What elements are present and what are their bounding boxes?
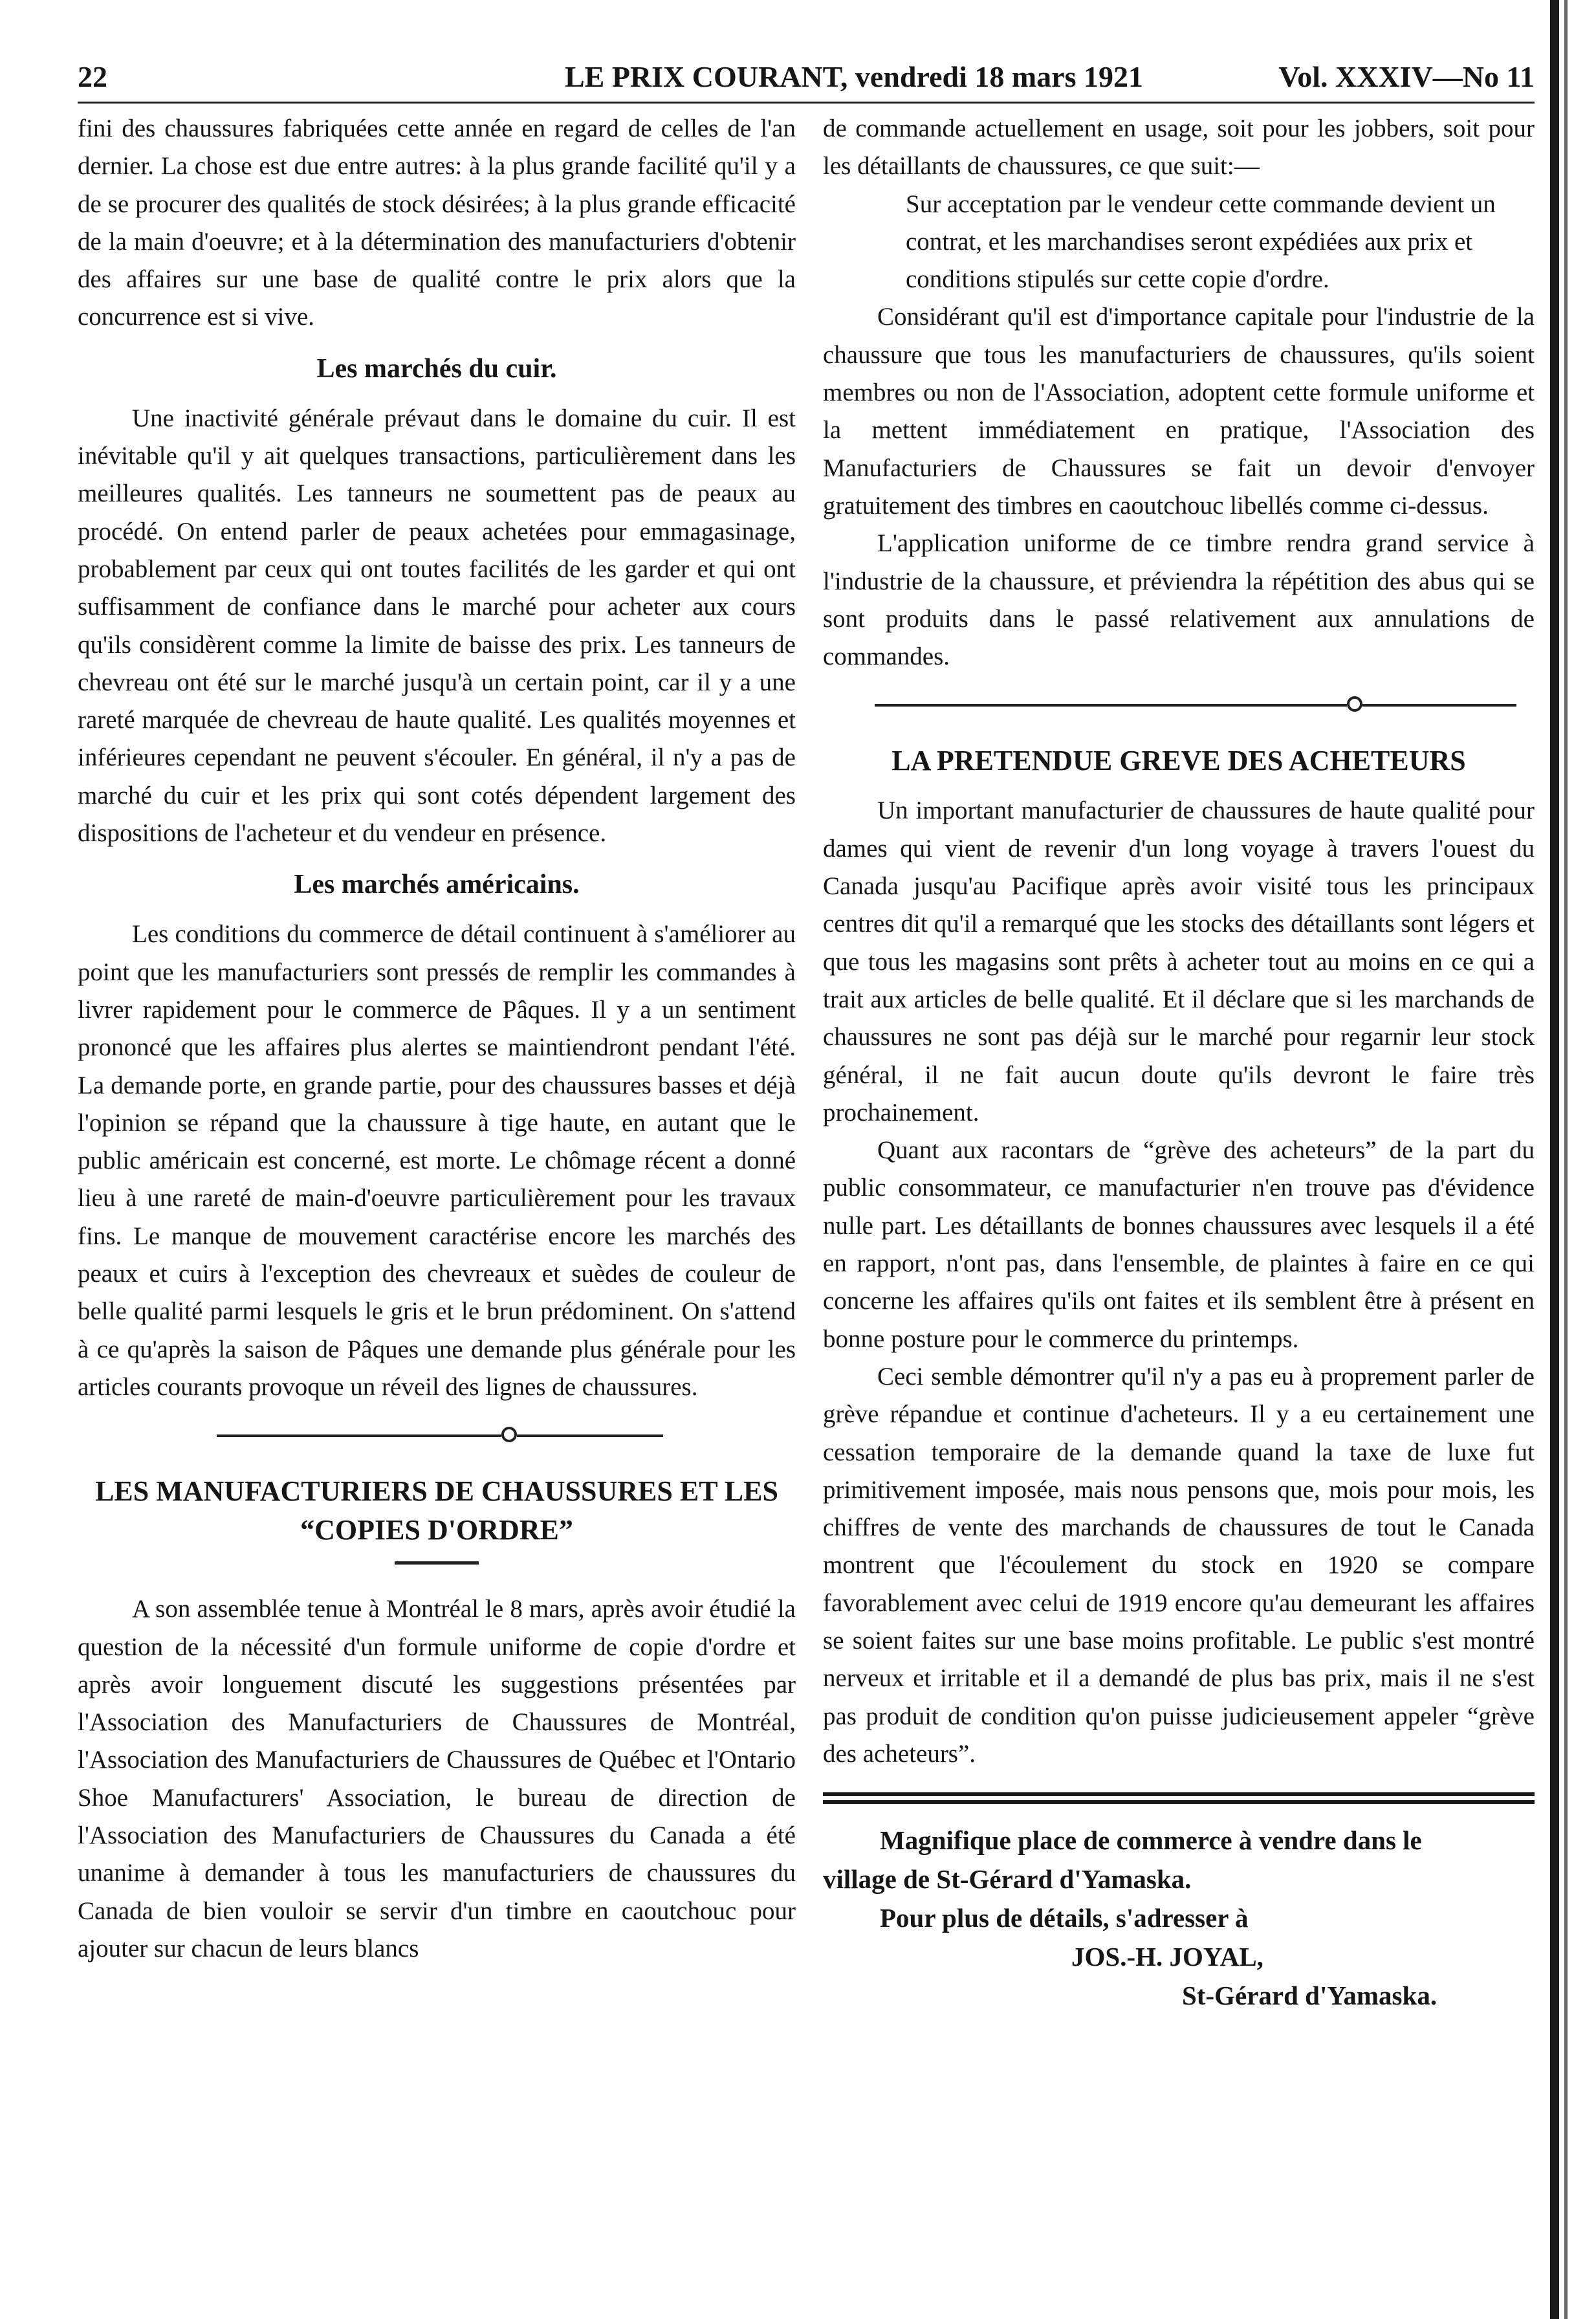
ad-line-2: village de St-Gérard d'Yamaska.: [823, 1864, 1192, 1895]
greve-paragraph-1: Un important manufacturier de chaussures de haute qualité pour dames qui vient de revenir d'un long voyage à travers l'ouest du Canada jusqu'au Pacifique après avoir visité tous les principaux centres dit qu'il a remarqué que les stocks des détaillants sont légers et que tous les magasins sont prêts à acheter tout au moins en ce qui a trait aux articles de belle qualité. Et il déclare que si les marchands de chaussures ne sont pas déjà sur le marché pour regarnir leur stock général, il ne fait aucun doute qu'ils devront le faire très prochainement.: [823, 797, 1535, 1127]
ad-contact-location: St-Gérard d'Yamaska.: [1182, 1981, 1437, 2011]
right-column: [823, 110, 1535, 2015]
greve-paragraph-2: Quant aux racontars de “grève des acheteurs” de la part du public consommateur, ce manufacturier n'en trouve pas d'évidence nulle part. Les détaillants de bonnes chaussures avec lesquels il a été en rapport, n'ont pas, dans l'ensemble, de plaintes à faire en ce qui concerne les affaires qu'ils ont faites et ils semblent être à présent en bonne posture pour le commerce du printemps.: [823, 1136, 1535, 1353]
article-title-greve: LA PRETENDUE GREVE DES ACHETEURS: [891, 745, 1466, 777]
title-underline: [395, 1561, 479, 1565]
page-number: 22: [78, 60, 107, 93]
continuation-paragraph: de commande actuellement en usage, soit pour les jobbers, soit pour les détaillants de chaussures, ce que suit:—: [823, 115, 1535, 181]
publication-title: LE PRIX COURANT, vendredi 18 mars 1921: [564, 60, 1144, 93]
section-divider: [823, 685, 1535, 725]
stamp-quote-text: Sur acceptation par le vendeur cette commande devient un contrat, et les marchandises seront expédiées aux prix et conditions stipulés sur cette copie d'ordre.: [906, 190, 1496, 294]
ad-line-1: Magnifique place de commerce à vendre dans le: [880, 1825, 1422, 1856]
intro-paragraph: fini des chaussures fabriquées cette année en regard de celles de l'an dernier. La chose est due entre autres: à la plus grande facilité qu'il y a de se procurer des qualités de stock désirées; à la plus grande efficacité de la main d'oeuvre; et à la détermination des manufacturiers d'obtenir des affaires sur une base de qualité contre le prix alors que la concurrence est si vive.: [78, 115, 796, 331]
cuir-paragraph: Une inactivité générale prévaut dans le domaine du cuir. Il est inévitable qu'il y ait quelques transactions, particulièrement dans les meilleures qualités. Les tanneurs ne soumettent pas de peaux au procédé. On entend parler de peaux achetées pour emmagasinage, probablement par ceux qui ont toutes facilités de les garder et qui ont suffisamment de confiance dans le marché pour acheter aux cours qu'ils considèrent comme la limite de baisse des prix. Les tanneurs de chevreau ont été sur le marché jusqu'à un certain point, car il y a une rareté marquée de chevreau de haute qualité. Les qualités moyennes et inférieures cependant ne peuvent s'écouler. En général, il n'y a pas de marché du cuir et les prix qui sont cotés dépendent largement des dispositions de l'acheteur et du vendeur en présence.: [78, 404, 796, 848]
volume-number: Vol. XXXIV—No 11: [1278, 60, 1535, 93]
left-column: [78, 110, 796, 1968]
considering-paragraph: Considérant qu'il est d'importance capitale pour l'industrie de la chaussure que tous les manufacturiers de chaussures, qu'ils soient membres ou non de l'Association, adoptent cette formule uniforme et la mettent immédiatement en pratique, l'Association des Manufacturiers de Chaussures se fait un devoir d'envoyer gratuitement des timbres en caoutchouc libellés comme ci-dessus.: [823, 303, 1535, 520]
section-heading-cuir: Les marchés du cuir.: [316, 353, 557, 384]
section-heading-americains: Les marchés américains.: [294, 870, 580, 900]
page-edge-shadow-secondary: [1564, 0, 1568, 2319]
stamp-quote: [906, 186, 1535, 299]
advertisement-rule: [823, 1792, 1535, 1804]
americains-paragraph: Les conditions du commerce de détail continuent à s'améliorer au point que les manufacturiers sont pressés de remplir les commandes à livrer rapidement pour le commerce de Pâques. Il y a un sentiment prononcé que les affaires plus alertes se maintiendront pendant l'été. La demande porte, en grande partie, pour des chaussures basses et déjà l'opinion se répand que la chaussure à tige haute, en autant que le public américain est concerné, est morte. Le chômage récent a donné lieu à une rareté de main-d'oeuvre particulièrement pour les travaux fins. Le manque de mouvement caractérise encore les marchés des peaux et cuirs à l'exception des chevreaux et suèdes de couleur de belle qualité parmi lesquels le gris et le brun prédominent. On s'attend à ce qu'après la saison de Pâques une demande plus générale pour les articles courants provoque un réveil des lignes de chaussures.: [78, 920, 796, 1401]
section-divider: [78, 1415, 796, 1455]
page-edge-shadow: [1550, 0, 1559, 2319]
application-paragraph: L'application uniforme de ce timbre rendra grand service à l'industrie de la chaussure, et préviendra la répétition des abus qui se sont produits dans le passé relativement aux annulations de commandes.: [823, 529, 1535, 671]
ad-line-3: Pour plus de détails, s'adresser à: [880, 1903, 1249, 1933]
greve-paragraph-3: Ceci semble démontrer qu'il n'y a pas eu à proprement parler de grève répandue et continue d'acheteurs. Il y a eu certainement une cessation temporaire de la demande quand la taxe de luxe fut primitivement imposée, mais nous pensons que, mois pour mois, les chiffres de vente des marchands de chaussures de tout le Canada montrent que l'écoulement du stock en 1920 se compare favorablement avec celui de 1919 encore qu'au demeurant les affaires se soient faites sur une base moins profitable. Le public s'est montré nerveux et irritable et il a demandé de plus bas prix, mais il ne s'est pas produit de condition qu'on puisse judicieusement appeler “grève des acheteurs”.: [823, 1362, 1535, 1768]
header-rule: [78, 102, 1535, 104]
copies-ordre-paragraph: A son assemblée tenue à Montréal le 8 mars, après avoir étudié la question de la nécessité d'un formule uniforme de copie d'ordre et après avoir longuement discuté les suggestions présentées par l'Association des Manufacturiers de Chaussures de Montréal, l'Association des Manufacturiers de Chaussures de Québec et l'Ontario Shoe Manufacturers' Association, le bureau de direction de l'Association des Manufacturiers de Chaussures du Canada a été unanime à demander à tous les manufacturiers de chaussures du Canada de bien vouloir se servir d'un timbre en caoutchouc pour ajouter sur chacun de leurs blancs: [78, 1595, 796, 1962]
article-title-copies-ordre: LES MANUFACTURIERS DE CHAUSSURES ET LES “COPIES D'ORDRE”: [95, 1475, 778, 1546]
classified-advertisement: [823, 1821, 1535, 2015]
ad-contact-name: JOS.-H. JOYAL,: [1071, 1942, 1263, 1972]
page-header: [78, 60, 1535, 105]
